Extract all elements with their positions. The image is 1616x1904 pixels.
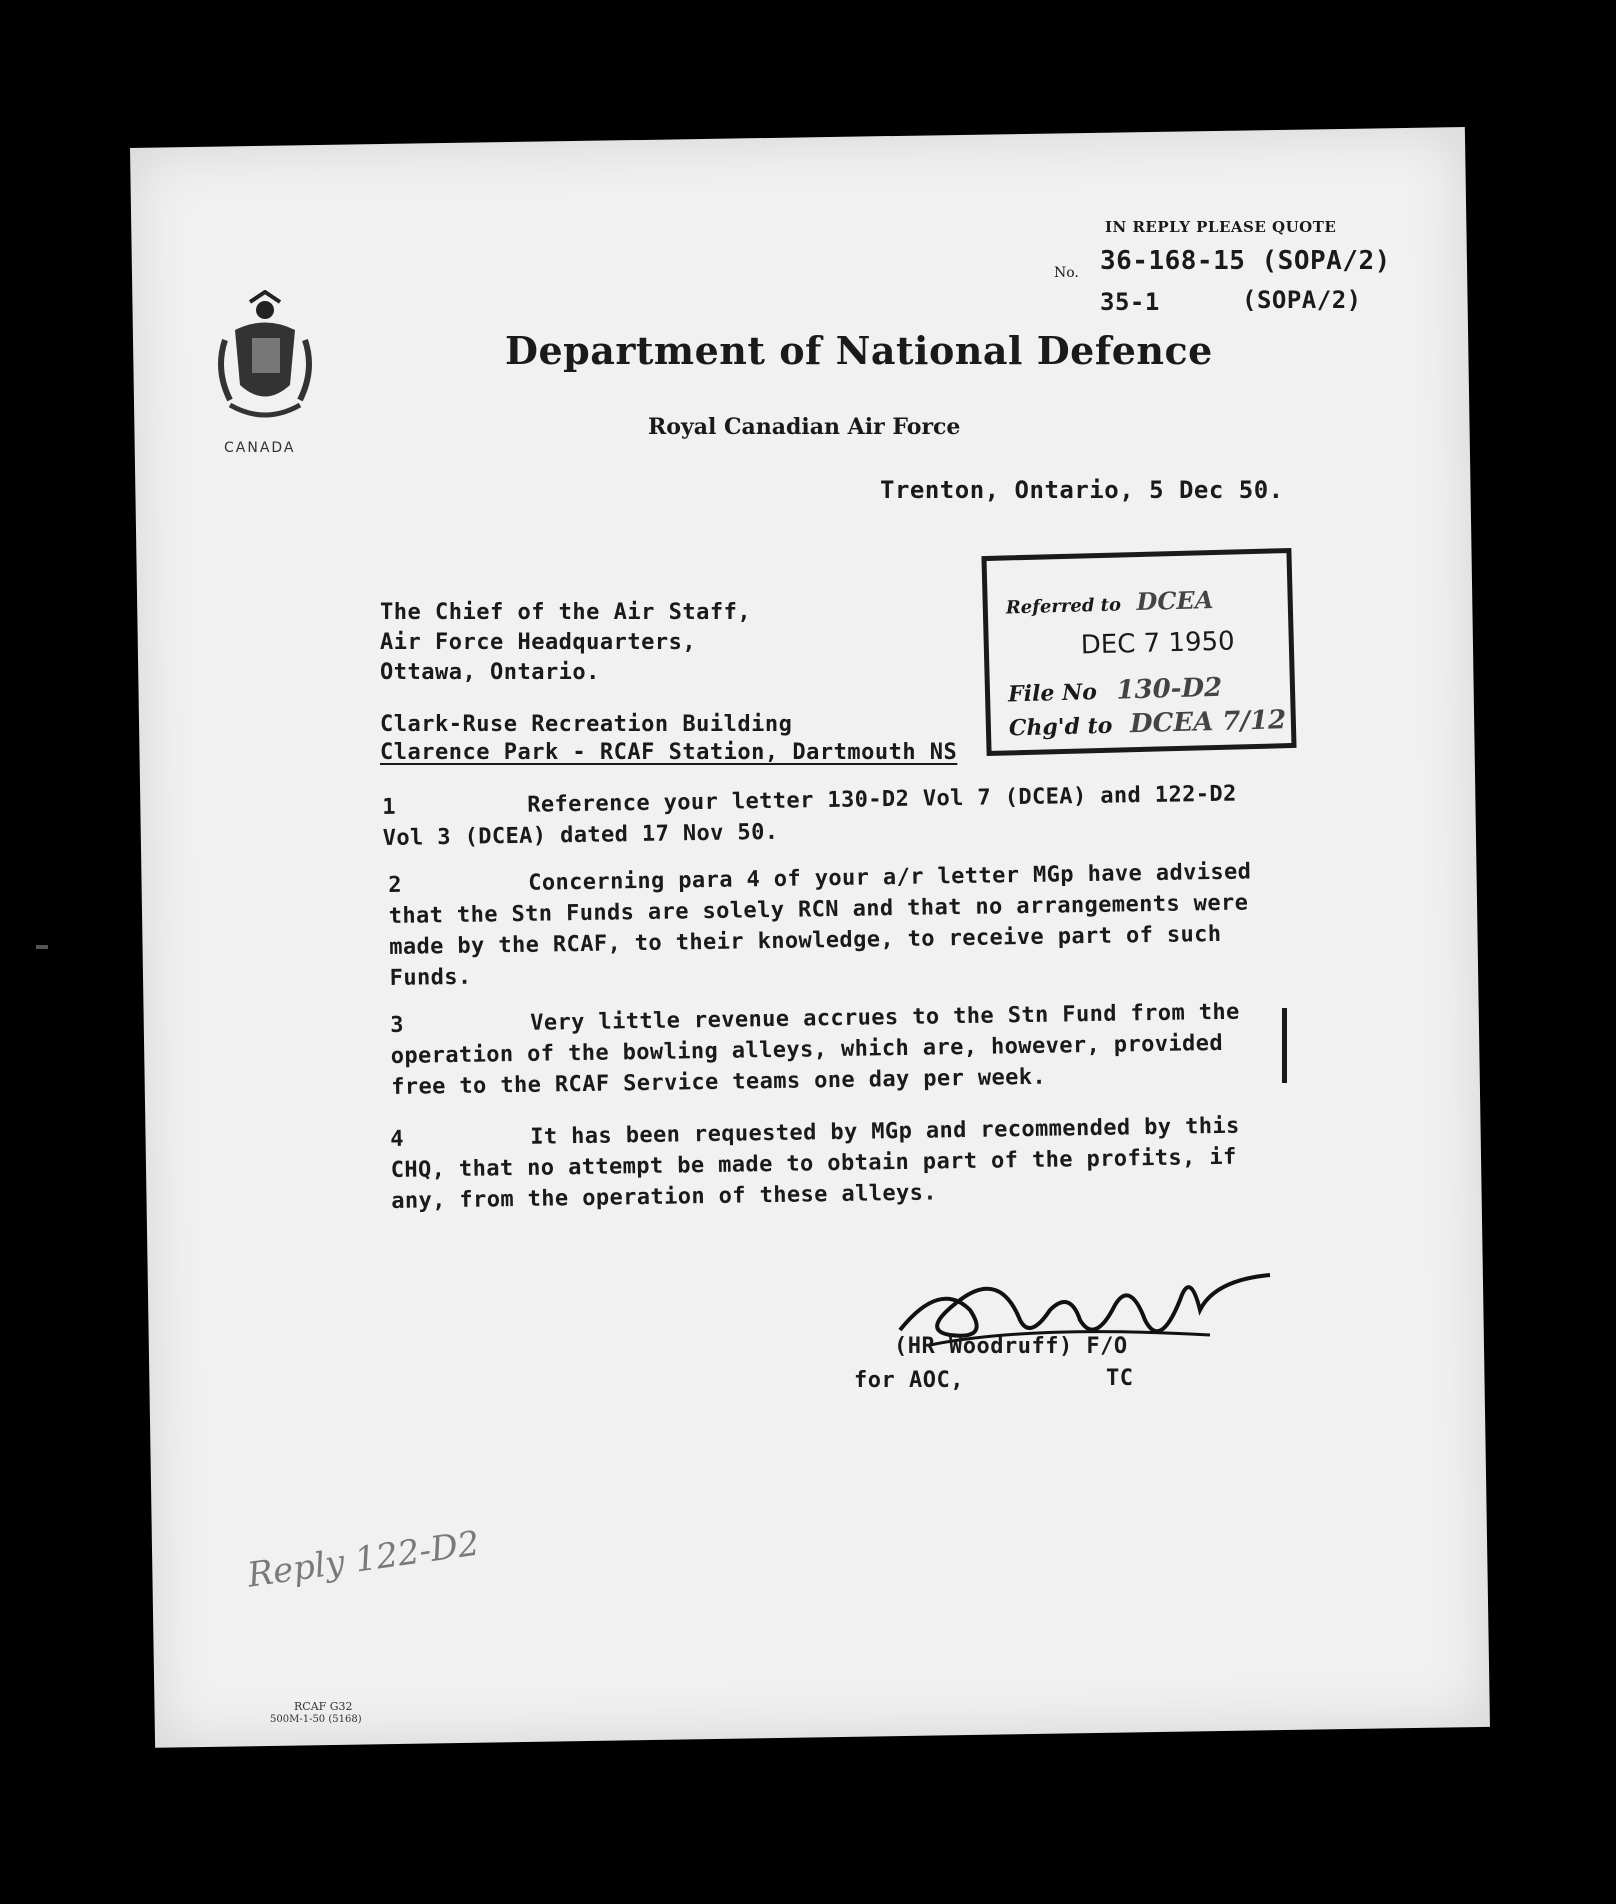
department-heading: Department of National Defence <box>505 328 1213 373</box>
paragraph-4-line-1: It has been requested by MGp and recommended by this <box>530 1113 1240 1150</box>
service-subheading: Royal Canadian Air Force <box>648 414 961 440</box>
paragraph-3-line-3: free to the RCAF Service teams one day per week. <box>391 1064 1047 1100</box>
paragraph-1-number: 1 <box>382 794 397 820</box>
margin-mark <box>1282 1008 1287 1083</box>
reply-no-label: No. <box>1054 265 1079 281</box>
paragraph-4-line-3: any, from the operation of these alleys. <box>391 1180 938 1214</box>
paragraph-2-line-4: Funds. <box>389 964 472 991</box>
reply-ref-2-number: 35-1 <box>1100 288 1160 316</box>
reply-ref-2-code: (SOPA/2) <box>1242 286 1362 314</box>
stamp-referred-label: Referred to <box>1005 594 1122 619</box>
paragraph-2-line-1: Concerning para 4 of your a/r letter MGp have advised <box>528 859 1252 896</box>
paragraph-2-number: 2 <box>388 872 403 898</box>
paragraph-4 <box>390 1111 1241 1217</box>
signature-tc: TC <box>1106 1366 1134 1391</box>
paragraph-2-line-3: made by the RCAF, to their knowledge, to receive part of such <box>389 921 1222 960</box>
dateline: Trenton, Ontario, 5 Dec 50. <box>880 476 1284 504</box>
reply-quote-heading: IN REPLY PLEASE QUOTE <box>1105 218 1337 236</box>
stamp-chgd-label: Chg'd to <box>1008 712 1113 742</box>
form-id-line-2: 500M-1-50 (5168) <box>270 1714 362 1725</box>
subject-line-1: Clark-Ruse Recreation Building <box>380 712 793 737</box>
paragraph-4-number: 4 <box>390 1126 405 1152</box>
reply-ref-1: 36-168-15 (SOPA/2) <box>1100 246 1391 276</box>
stamp-date: DEC 7 1950 <box>1080 626 1235 661</box>
paragraph-1-line-1: Reference your letter 130-D2 Vol 7 (DCEA) and 122-D2 <box>527 781 1237 818</box>
signature-for-line: for AOC, <box>854 1368 964 1393</box>
referral-stamp <box>981 548 1296 756</box>
signature-name-line: (HR Woodruff) F/O <box>894 1334 1128 1359</box>
subject-line-2: Clarence Park - RCAF Station, Dartmouth NS <box>380 740 958 765</box>
crest-label: CANADA <box>224 440 296 456</box>
canada-crest-icon <box>210 290 320 430</box>
addressee-line-3: Ottawa, Ontario. <box>380 660 600 685</box>
stamp-file-value: 130-D2 <box>1116 672 1223 706</box>
form-id-line-1: RCAF G32 <box>294 1700 353 1713</box>
stamp-chgd-value: DCEA 7/12 <box>1129 705 1287 740</box>
paragraph-4-line-2: CHQ, that no attempt be made to obtain part of the profits, if <box>390 1144 1237 1183</box>
stamp-file-label: File No <box>1007 679 1098 708</box>
paragraph-3-number: 3 <box>390 1012 405 1038</box>
addressee-line-1: The Chief of the Air Staff, <box>380 600 752 625</box>
addressee-line-2: Air Force Headquarters, <box>380 630 697 655</box>
paragraph-2-line-2: that the Stn Funds are solely RCN and that no arrangements were <box>388 890 1249 929</box>
paragraph-3-line-2: operation of the bowling alleys, which are, however, provided <box>390 1030 1224 1069</box>
stamp-referred-value: DCEA <box>1136 585 1214 617</box>
paragraph-1-line-2: Vol 3 (DCEA) dated 17 Nov 50. <box>382 819 779 851</box>
scan-speck <box>36 945 48 949</box>
margin-pencil-note: Reply 122-D2 <box>245 1523 482 1596</box>
paragraph-2 <box>388 856 1253 994</box>
paragraph-3-line-1: Very little revenue accrues to the Stn Fund from the <box>530 999 1240 1036</box>
paragraph-3 <box>390 997 1241 1103</box>
